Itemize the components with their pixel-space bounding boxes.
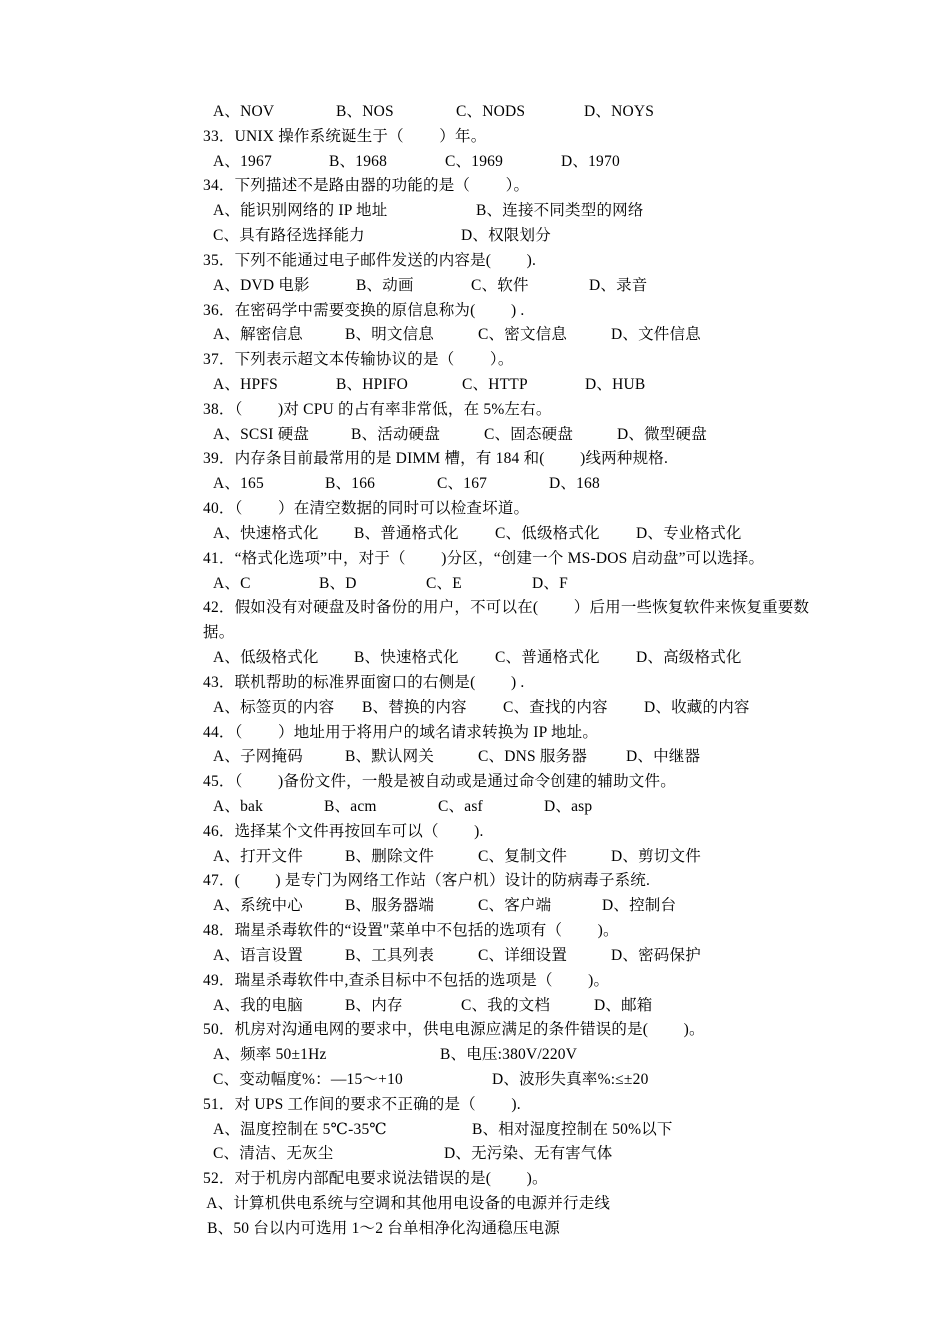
option-c: C、167 bbox=[437, 475, 488, 493]
option-b: B、电压:380V/220V bbox=[440, 1046, 578, 1064]
option-b: D、波形失真率%:≤±20 bbox=[492, 1070, 649, 1088]
option-a: A、低级格式化 bbox=[213, 649, 319, 667]
option-d: D、文件信息 bbox=[611, 326, 701, 344]
question-text: 40．（ ）在清空数据的同时可以检查坏道。 bbox=[203, 500, 530, 518]
option-a: A、快速格式化 bbox=[213, 524, 319, 542]
option-a: A、系统中心 bbox=[213, 897, 303, 915]
question-text: 36．在密码学中需要变换的原信息称为( ) . bbox=[203, 301, 525, 319]
option-d: D、录音 bbox=[589, 276, 648, 294]
question-text: 47．( ) 是专门为网络工作站（客户机）设计的防病毒子系统. bbox=[203, 872, 651, 890]
option-d: D、HUB bbox=[585, 376, 646, 394]
option-a: A、HPFS bbox=[213, 376, 278, 394]
option-b: B、HPIFO bbox=[336, 376, 409, 394]
option-b: B、活动硬盘 bbox=[351, 425, 441, 443]
option-b: D、权限划分 bbox=[461, 227, 551, 245]
option-d: D、控制台 bbox=[602, 897, 677, 915]
option-a: A、解密信息 bbox=[213, 326, 303, 344]
option-b: B、acm bbox=[324, 797, 377, 815]
question-text: 34．下列描述不是路由器的功能的是（ ）。 bbox=[203, 177, 530, 195]
option-a: A、bak bbox=[213, 797, 264, 815]
option-c: C、软件 bbox=[471, 276, 529, 294]
option-c: C、固态硬盘 bbox=[484, 425, 574, 443]
question-text: 49．瑞星杀毒软件中,查杀目标中不包括的选项是（ )。 bbox=[203, 971, 610, 989]
option-b: B、166 bbox=[325, 475, 376, 493]
option-d: D、专业格式化 bbox=[636, 524, 742, 542]
option-d: D、剪切文件 bbox=[611, 847, 701, 865]
option-d: D、收藏的内容 bbox=[644, 698, 750, 716]
option-b: B、明文信息 bbox=[345, 326, 435, 344]
option-a: A、C bbox=[213, 574, 251, 592]
option-b: B、普通格式化 bbox=[354, 524, 459, 542]
option-d: D、微型硬盘 bbox=[617, 425, 707, 443]
option-b: B、服务器端 bbox=[345, 897, 435, 915]
option-d: D、密码保护 bbox=[611, 946, 701, 964]
question-text: 35．下列不能通过电子邮件发送的内容是( ). bbox=[203, 251, 537, 269]
option-c: C、HTTP bbox=[462, 376, 528, 394]
option-b: B、动画 bbox=[356, 276, 414, 294]
option-a: C、变动幅度%：—15～+10 bbox=[213, 1070, 403, 1088]
option-d: D、168 bbox=[549, 475, 600, 493]
option-a: A、标签页的内容 bbox=[213, 698, 335, 716]
option-c: C、详细设置 bbox=[478, 946, 568, 964]
option-d: D、高级格式化 bbox=[636, 649, 742, 667]
option-d: D、F bbox=[532, 574, 568, 592]
question-text: 43．联机帮助的标准界面窗口的右侧是( ) . bbox=[203, 673, 525, 691]
option-b: B、快速格式化 bbox=[354, 649, 459, 667]
option-b: B、D bbox=[319, 574, 357, 592]
option-b: B、内存 bbox=[345, 996, 403, 1014]
option-c: C、客户端 bbox=[478, 897, 552, 915]
question-text: 51．对 UPS 工作间的要求不正确的是（ ). bbox=[203, 1095, 521, 1113]
question-text: 46．选择某个文件再按回车可以（ ). bbox=[203, 822, 484, 840]
option-a: A、语言设置 bbox=[213, 946, 303, 964]
option-c: C、查找的内容 bbox=[503, 698, 608, 716]
option-c: C、E bbox=[426, 574, 462, 592]
option-b: B、工具列表 bbox=[345, 946, 435, 964]
continuation-text: A、计算机供电系统与空调和其他用电设备的电源并行走线 bbox=[203, 1195, 611, 1213]
option-b: B、替换的内容 bbox=[362, 698, 467, 716]
option-b: B、默认网关 bbox=[345, 748, 435, 766]
option-a: A、NOV bbox=[213, 103, 275, 120]
option-a: A、能识别网络的 IP 地址 bbox=[213, 202, 388, 220]
question-text: 50．机房对沟通电网的要求中，供电电源应满足的条件错误的是( )。 bbox=[203, 1021, 705, 1039]
option-c: C、密文信息 bbox=[478, 326, 568, 344]
option-d: D、邮箱 bbox=[594, 996, 653, 1014]
option-a: C、清洁、无灰尘 bbox=[213, 1145, 334, 1163]
option-b: B、相对湿度控制在 50%以下 bbox=[472, 1120, 673, 1138]
option-a: A、SCSI 硬盘 bbox=[213, 425, 310, 443]
question-text: 41．“格式化选项”中，对于（ )分区，“创建一个 MS-DOS 启动盘”可以选择。 bbox=[203, 549, 765, 567]
question-text: 39．内存条目前最常用的是 DIMM 槽，有 184 和( )线两种规格. bbox=[203, 450, 669, 468]
option-c: C、DNS 服务器 bbox=[478, 748, 588, 766]
option-c: C、asf bbox=[438, 797, 483, 815]
option-a: A、打开文件 bbox=[213, 847, 303, 865]
question-text: 33．UNIX 操作系统诞生于（ ）年。 bbox=[203, 127, 487, 145]
question-text: 37．下列表示超文本传输协议的是（ ）。 bbox=[203, 351, 514, 369]
option-a: A、1967 bbox=[213, 152, 272, 170]
continuation-text: B、50 台以内可选用 1～2 台单相净化沟通稳压电源 bbox=[203, 1219, 560, 1237]
option-c: C、复制文件 bbox=[478, 847, 568, 865]
option-c: C、普通格式化 bbox=[495, 649, 600, 667]
option-c: C、低级格式化 bbox=[495, 524, 600, 542]
option-a: A、子网掩码 bbox=[213, 748, 303, 766]
option-b: B、连接不同类型的网络 bbox=[476, 202, 644, 220]
option-a: C、具有路径选择能力 bbox=[213, 227, 365, 245]
option-d: D、中继器 bbox=[626, 748, 701, 766]
option-a: A、温度控制在 5℃-35℃ bbox=[213, 1120, 387, 1138]
option-d: D、NOYS bbox=[584, 103, 655, 120]
option-d: D、1970 bbox=[561, 152, 620, 170]
option-c: C、NODS bbox=[456, 103, 526, 120]
option-b: B、删除文件 bbox=[345, 847, 435, 865]
option-a: A、165 bbox=[213, 475, 264, 493]
option-c: C、1969 bbox=[445, 152, 504, 170]
question-text: 48．瑞星杀毒软件的“设置"菜单中不包括的选项有（ )。 bbox=[203, 922, 619, 940]
option-d: D、asp bbox=[544, 797, 593, 815]
question-text: 38．（ )对 CPU 的占有率非常低，在 5%左右。 bbox=[203, 400, 552, 418]
option-a: A、频率 50±1Hz bbox=[213, 1046, 327, 1064]
option-a: A、DVD 电影 bbox=[213, 276, 310, 294]
option-b: B、1968 bbox=[329, 152, 388, 170]
option-a: A、我的电脑 bbox=[213, 996, 303, 1014]
question-text: 45．（ )备份文件，一般是被自动或是通过命令创建的辅助文件。 bbox=[203, 773, 676, 791]
option-b: B、NOS bbox=[336, 103, 394, 120]
question-text: 52．对于机房内部配电要求说法错误的是( )。 bbox=[203, 1170, 548, 1188]
question-text: 44．（ ）地址用于将用户的域名请求转换为 IP 地址。 bbox=[203, 723, 599, 741]
option-c: C、我的文档 bbox=[461, 996, 551, 1014]
question-text: 42．假如没有对硬盘及时备份的用户，不可以在( ）后用一些恢复软件来恢复重要数 bbox=[203, 599, 810, 617]
continuation-text: 据。 bbox=[203, 624, 235, 642]
option-b: D、无污染、无有害气体 bbox=[444, 1145, 613, 1163]
